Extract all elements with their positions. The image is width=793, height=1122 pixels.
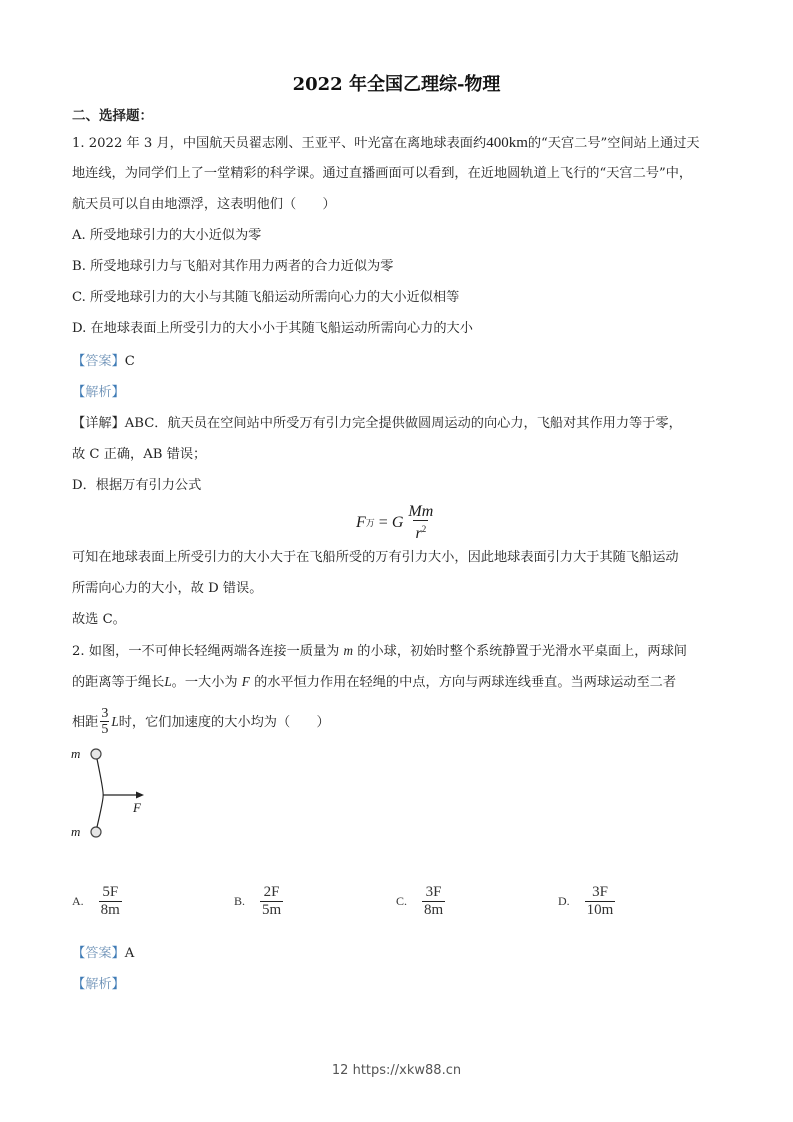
document-title: 2022 年全国乙理综-物理 — [292, 74, 501, 95]
formula-exponent: 2 — [421, 524, 427, 534]
option-label: A. — [72, 894, 84, 908]
analysis-tag: 解析 — [85, 977, 112, 992]
detail-tag: 详解 — [85, 416, 112, 431]
q1-analysis-tag: 【解析】 — [72, 385, 125, 400]
option-text: 所受地球引力的大小近似为零 — [89, 228, 262, 243]
q1-detail-line-5: 所需向心力的大小，故 D 错误。 — [72, 581, 263, 596]
fraction-numerator: 3F — [592, 884, 608, 900]
q2-var-L: L — [164, 674, 172, 689]
option-label: C. — [72, 290, 86, 305]
q1-stem-line-1 — [72, 133, 700, 154]
fraction-denominator: 5 — [101, 722, 109, 737]
q1-option-b — [72, 257, 393, 277]
formula-lhs: F — [356, 513, 366, 531]
q2-stem-text: 的距离等于绳长 — [72, 675, 165, 690]
formula-constant: G — [391, 513, 404, 531]
q1-conclusion: 故选 C。 — [72, 612, 126, 627]
q2-var-F: F — [241, 674, 250, 689]
detail-text: ABC．航天员在空间站中所受万有引力完全提供做圆周运动的向心力，飞船对其作用力等于零， — [124, 416, 682, 431]
option-text: 所受地球引力与飞船对其作用力两者的合力近似为零 — [90, 259, 394, 274]
q1-detail-line-3: D．根据万有引力公式 — [72, 478, 202, 493]
fraction-denominator: 8m — [100, 902, 120, 918]
q1-stem-line-3: 航天员可以自由地漂浮，这表明他们（ ） — [72, 197, 336, 212]
q1-detail-line-4: 可知在地球表面上所受引力的大小大于在飞船所受的万有引力大小，因此地球表面引力大于其随飞船运动 — [72, 550, 679, 565]
q2-stem-text: 的水平恒力作用在轻绳的中点，方向与两球连线垂直。当两球运动至二者 — [254, 675, 677, 690]
q1-option-c — [72, 288, 459, 308]
option-label: D. — [558, 894, 570, 908]
fraction-denominator: 8m — [424, 902, 444, 918]
answer-value: A — [124, 946, 135, 961]
fraction-numerator: 2F — [263, 884, 280, 900]
fraction-numerator: 5F — [102, 884, 119, 900]
q2-option-a — [72, 884, 125, 919]
q1-stem-text: 1. 2022 年 3 月，中国航天员翟志刚、王亚平、叶光富在离地球表面约 — [72, 136, 487, 151]
q2-answer: 【答案】A — [72, 946, 135, 961]
q2-stem-line-3 — [72, 706, 330, 739]
option-label: A. — [72, 228, 86, 243]
bottom-mass-label: m — [71, 824, 81, 839]
q2-option-d — [558, 884, 618, 919]
q2-stem-line-2 — [72, 672, 676, 693]
option-fraction — [260, 884, 283, 919]
q2-option-c — [396, 884, 448, 919]
fraction-numerator: 3 — [101, 706, 109, 721]
top-mass-label: m — [71, 746, 81, 761]
option-label: D. — [72, 321, 87, 336]
q2-analysis-tag: 【解析】 — [72, 977, 125, 992]
analysis-tag: 解析 — [85, 385, 112, 400]
q2-stem-text: 。一大小为 — [171, 675, 238, 690]
q2-stem-text: 相距 — [72, 715, 99, 730]
fraction-numerator: 3F — [425, 884, 442, 900]
force-label: F — [133, 800, 141, 815]
q1-option-d — [72, 319, 473, 339]
gravitation-formula — [356, 503, 438, 542]
answer-tag: 答案 — [85, 354, 112, 369]
q2-ratio-fraction — [100, 706, 109, 737]
fraction-denominator: 10m — [586, 902, 614, 918]
option-label: B. — [72, 259, 86, 274]
q1-altitude: 400km — [486, 135, 528, 151]
q1-answer: 【答案】C — [72, 354, 135, 369]
option-text: 所受地球引力的大小与其随飞船运动所需向心力的大小近似相等 — [90, 290, 460, 305]
q2-stem-line-1 — [72, 641, 687, 662]
q1-stem-text: 的“天宫二号”空间站上通过天 — [527, 136, 700, 151]
option-label: B. — [234, 894, 246, 908]
section-heading: 二、选择题： — [72, 108, 153, 124]
formula-fraction — [406, 503, 435, 542]
q2-stem-text: 的小球，初始时整个系统静置于光滑水平桌面上，两球间 — [357, 644, 687, 659]
q2-stem-text: 2. 如图，一不可伸长轻绳两端各连接一质量为 — [72, 644, 340, 659]
q1-detail-line-2: 故 C 正确，AB 错误； — [72, 447, 207, 462]
option-fraction — [585, 884, 616, 919]
option-fraction — [422, 884, 445, 919]
q1-detail-line-1: 【详解】ABC．航天员在空间站中所受万有引力完全提供做圆周运动的向心力，飞船对其作用力等于零， — [72, 416, 682, 431]
diagram-svg — [68, 745, 158, 845]
formula-equals: = — [378, 513, 388, 531]
option-label: C. — [396, 894, 408, 908]
option-fraction — [99, 884, 122, 919]
q1-stem-line-2: 地连线，为同学们上了一堂精彩的科学课。通过直播画面可以看到，在近地圆轨道上飞行的“天宫二号”中， — [72, 166, 693, 181]
fraction-denominator: 5m — [262, 902, 282, 918]
formula-subscript: 万 — [365, 518, 375, 528]
rope-and-balls-diagram — [68, 745, 158, 849]
q2-var-L: L — [111, 714, 119, 729]
answer-tag: 答案 — [85, 946, 112, 961]
answer-value: C — [124, 354, 135, 369]
formula-numerator: Mm — [408, 503, 434, 520]
option-text: 在地球表面上所受引力的大小小于其随飞船运动所需向心力的大小 — [90, 321, 473, 336]
page-footer: 12 https://xkw88.cn — [331, 1063, 462, 1078]
q1-option-a — [72, 226, 261, 246]
formula-denominator — [413, 520, 428, 542]
q2-stem-text: 时，它们加速度的大小均为（ ） — [118, 715, 330, 730]
formula-den-var: r — [415, 525, 422, 542]
q2-var-m: m — [343, 643, 354, 658]
q2-option-b — [234, 884, 286, 919]
